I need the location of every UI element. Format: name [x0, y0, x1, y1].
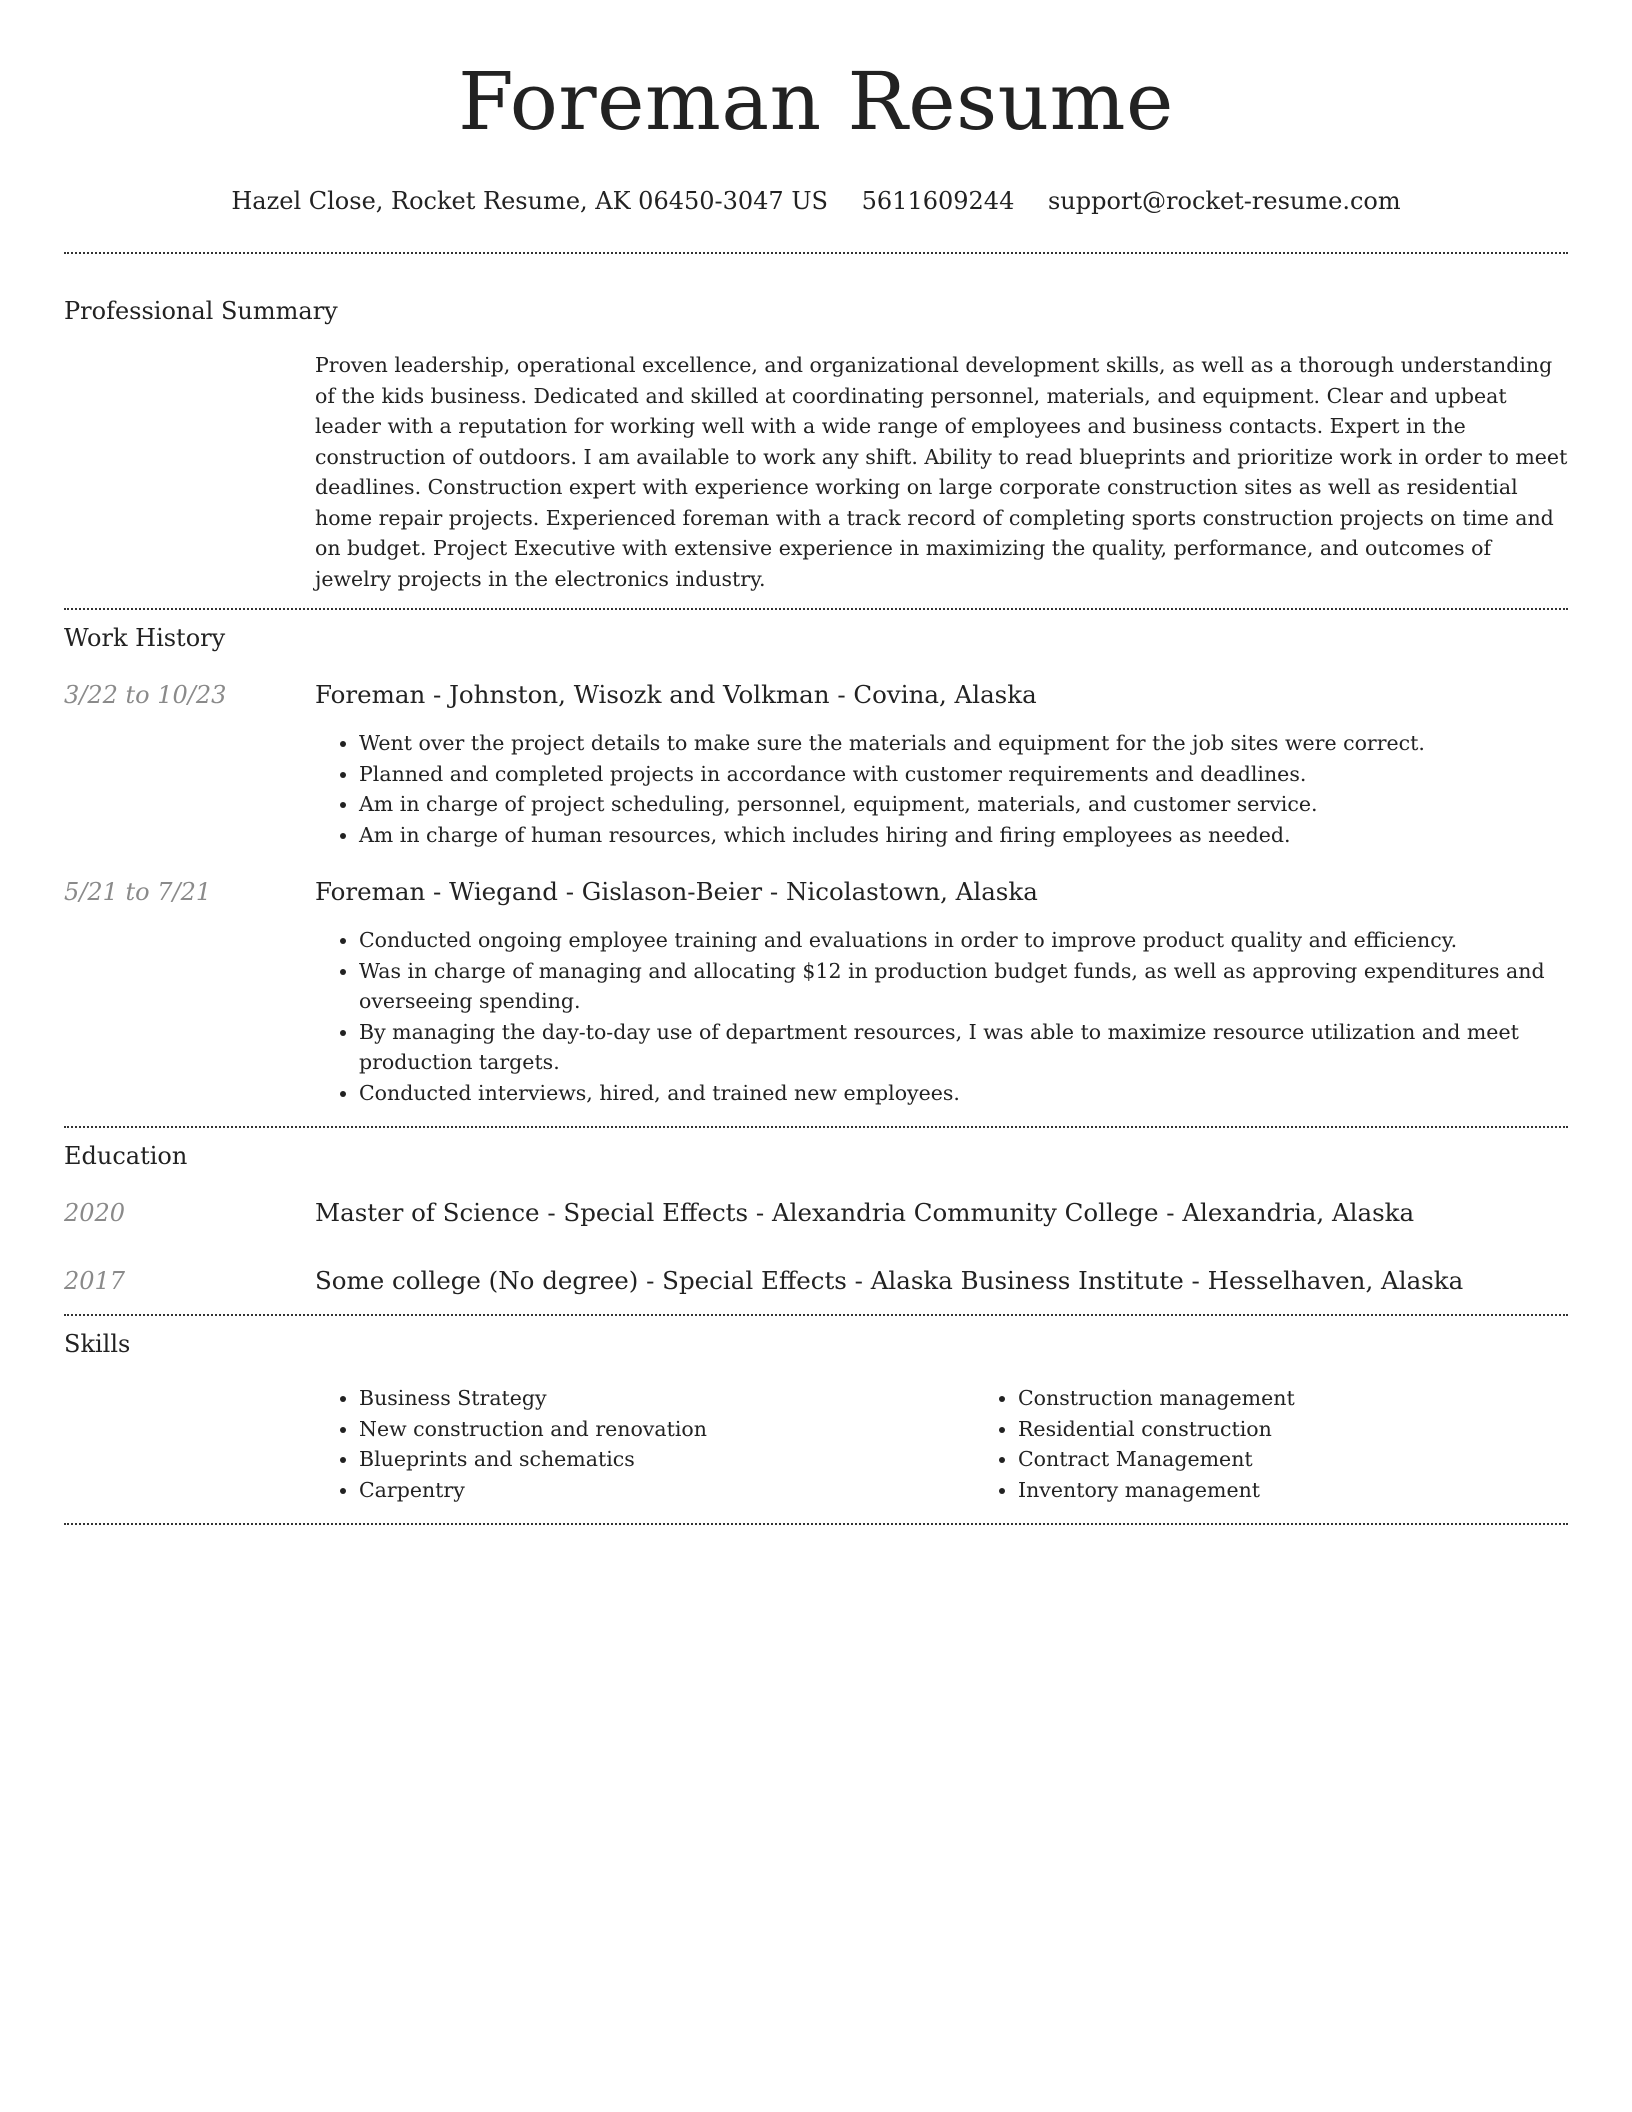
skills-grid [315, 1383, 1632, 1505]
education-content [315, 1198, 1568, 1228]
skill-item: • Business Strategy [359, 1383, 974, 1414]
divider [64, 1314, 1568, 1316]
education-entry [64, 1266, 1568, 1296]
job-title: Foreman - Johnston, Wisozk and Volkman - Covina, Alaska [315, 680, 1037, 709]
job-bullet: • Conducted ongoing employee training and evaluations in order to improve product quality and efficiency. [359, 925, 1568, 956]
skill-item: • Carpentry [359, 1475, 974, 1506]
education-content [315, 1266, 1568, 1296]
divider [64, 1523, 1568, 1525]
job-bullet: • Went over the project details to make sure the materials and equipment for the job sites were correct. [359, 728, 1568, 759]
job-bullets [315, 925, 1568, 1108]
skill-item: • Construction management [1018, 1383, 1632, 1414]
job-bullet: • Planned and completed projects in accordance with customer requirements and deadlines. [359, 759, 1568, 790]
section-title-work-history: Work History [64, 624, 226, 652]
education-text: Some college (No degree) - Special Effects - Alaska Business Institute - Hesselhaven, Alaska [315, 1266, 1464, 1295]
job-title: Foreman - Wiegand - Gislason-Beier - Nicolastown, Alaska [315, 877, 1038, 906]
section-title-skills: Skills [64, 1330, 131, 1358]
contact-email: support@rocket-resume.com [1047, 187, 1401, 215]
divider [64, 1126, 1568, 1128]
job-dates: 5/21 to 7/21 [64, 878, 212, 906]
divider [64, 608, 1568, 610]
skill-item: • Inventory management [1018, 1475, 1632, 1506]
skills-list-2 [974, 1383, 1632, 1505]
job-entry [64, 877, 1568, 1108]
skill-item: • Blueprints and schematics [359, 1444, 974, 1475]
contact-address: Hazel Close, Rocket Resume, AK 06450-3047 US [231, 187, 828, 215]
job-content [315, 877, 1568, 1108]
skills-content [315, 1383, 1632, 1505]
job-bullet: • Am in charge of project scheduling, personnel, equipment, materials, and customer service. [359, 789, 1568, 820]
education-year: 2020 [64, 1199, 126, 1227]
education-entry [64, 1198, 1568, 1228]
contact-phone: 5611609244 [861, 187, 1015, 215]
section-title-education: Education [64, 1142, 188, 1170]
job-bullet: • Am in charge of human resources, which includes hiring and firing employees as needed. [359, 820, 1568, 851]
resume-title: Foreman Resume [458, 55, 1174, 148]
job-bullets [315, 728, 1568, 850]
education-text: Master of Science - Special Effects - Alexandria Community College - Alexandria, Alaska [315, 1198, 1415, 1227]
section-title-summary: Professional Summary [64, 297, 338, 325]
skills-row [64, 1383, 1568, 1505]
summary-content [315, 350, 1568, 594]
summary-row [64, 350, 1568, 594]
divider [64, 252, 1568, 254]
job-content [315, 680, 1568, 850]
skills-list-1 [315, 1383, 974, 1505]
education-year: 2017 [64, 1267, 126, 1295]
skill-item: • Contract Management [1018, 1444, 1632, 1475]
skill-item: • New construction and renovation [359, 1414, 974, 1445]
summary-text: Proven leadership, operational excellence, and organizational development skills, as well as a thorough understanding of the kids business. Dedicated and skilled at coordinating personnel, materials, and equipment. Clear and upbeat leader with a reputation for working well with a wide range of employees and business contacts. Expert in the construction of outdoors. I am available to work any shift. Ability to read blueprints and prioritize work in order to meet deadlines. Construction expert with experience working on large corporate construction sites as well as residential home repair projects. Experienced foreman with a track record of completing sports construction projects on time and on budget. Project Executive with extensive experience in maximizing the quality, performance, and outcomes of jewelry projects in the electronics industry. [315, 353, 1568, 591]
job-bullet: • Was in charge of managing and allocating $12 in production budget funds, as well as approving expenditures and overseeing spending. [359, 956, 1568, 1017]
job-bullet: • By managing the day-to-day use of department resources, I was able to maximize resource utilization and meet production targets. [359, 1017, 1568, 1078]
job-entry [64, 680, 1568, 850]
contact-line [64, 186, 1568, 216]
job-bullet: • Conducted interviews, hired, and trained new employees. [359, 1078, 1568, 1109]
skill-item: • Residential construction [1018, 1414, 1632, 1445]
job-dates: 3/22 to 10/23 [64, 681, 227, 709]
